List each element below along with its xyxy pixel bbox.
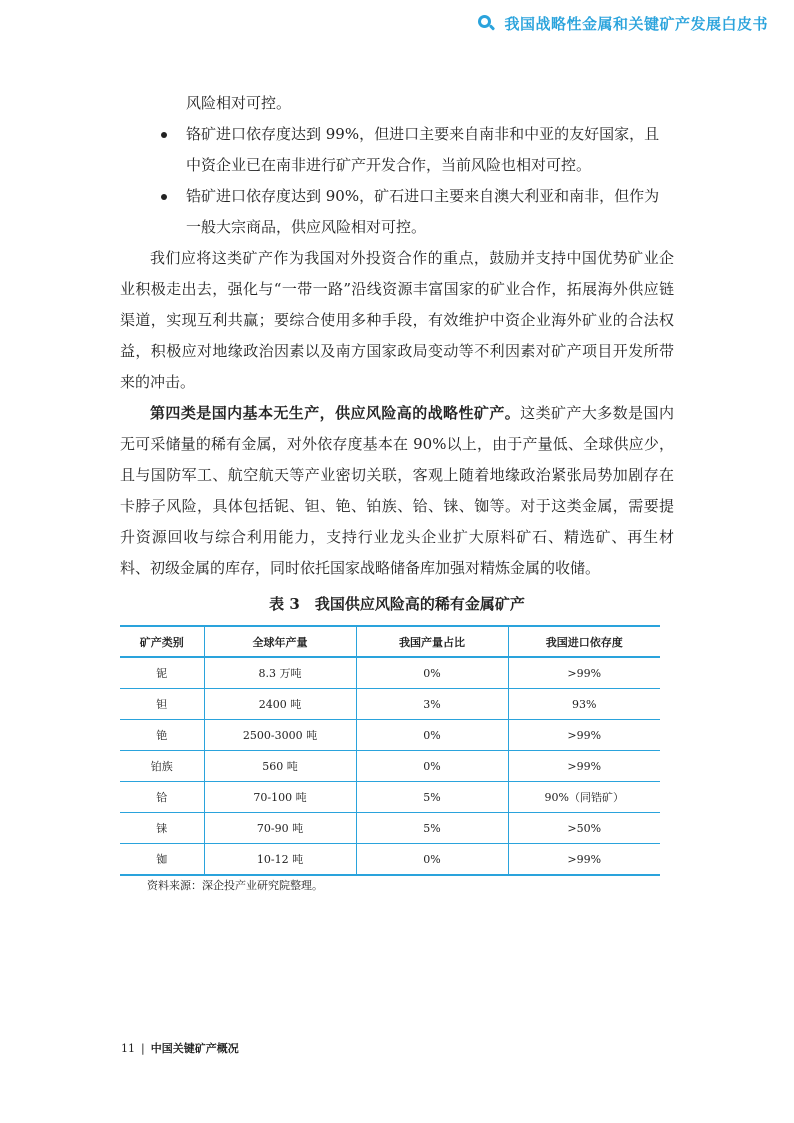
- table-row: [120, 813, 660, 844]
- table-cell: 5%: [356, 813, 508, 844]
- table-cell: >99%: [508, 844, 660, 876]
- table-cell: 铷: [120, 844, 204, 876]
- paragraph-body: 这类矿产大多数是国内无可采储量的稀有金属，对外依存度基本在 90%以上，由于产量低、全球供应少，且与国防军工、航空航天等产业密切关联，客观上随着地缘政治紧张局势加剧存在卡脖子风险，具体包括铌、钽、铯、铂族、铪、铼、铷等。对于这类金属，需要提升资源回收与综合利用能力，支持行业龙头企业扩大原料矿石、精选矿、再生材料、初级金属的库存，同时依托国家战略储备库加强对精炼金属的收储。: [120, 404, 674, 577]
- main-content: [120, 88, 674, 584]
- table-row: [120, 751, 660, 782]
- bullet-icon: [161, 132, 167, 138]
- table-cell: 3%: [356, 689, 508, 720]
- footer-section-title: 中国关键矿产概况: [150, 1042, 239, 1055]
- table-cell: 2400 吨: [204, 689, 356, 720]
- rare-metals-table: [120, 625, 660, 876]
- table-header-row: [120, 626, 660, 657]
- table-cell: 0%: [356, 720, 508, 751]
- bullet-text-line: 一般大宗商品，供应风险相对可控。: [186, 218, 427, 236]
- table-cell: >99%: [508, 720, 660, 751]
- table-cell: 铌: [120, 657, 204, 689]
- column-header: 我国产量占比: [356, 626, 508, 657]
- paragraph-category-four: [120, 398, 674, 584]
- table-cell: 0%: [356, 751, 508, 782]
- paragraph-lead: 第四类是国内基本无生产，供应风险高的战略性矿产。: [150, 404, 521, 422]
- table-cell: 铂族: [120, 751, 204, 782]
- page-header: [476, 10, 768, 36]
- header-title: 我国战略性金属和关键矿产发展白皮书: [504, 14, 768, 33]
- table-cell: 8.3 万吨: [204, 657, 356, 689]
- column-header: 我国进口依存度: [508, 626, 660, 657]
- bullet-item-chromium: [120, 119, 674, 181]
- table-cell: 铪: [120, 782, 204, 813]
- search-icon: [476, 13, 496, 33]
- table-source-note: 资料来源：深企投产业研究院整理。: [147, 879, 323, 892]
- table-cell: 560 吨: [204, 751, 356, 782]
- table-cell: >99%: [508, 751, 660, 782]
- column-header: 矿产类别: [120, 626, 204, 657]
- table-cell: 钽: [120, 689, 204, 720]
- table-cell: 90%（同锆矿）: [508, 782, 660, 813]
- table-cell: 93%: [508, 689, 660, 720]
- paragraph-strategy: 我们应将这类矿产作为我国对外投资合作的重点，鼓励并支持中国优势矿业企业积极走出去，强化与“一带一路”沿线资源丰富国家的矿业合作，拓展海外供应链渠道，实现互利共赢；要综合使用多种手段，有效维护中资企业海外矿业的合法权益，积极应对地缘政治因素以及南方国家政局变动等不利因素对矿产项目开发所带来的冲击。: [120, 249, 674, 391]
- table-cell: 铯: [120, 720, 204, 751]
- bullet-icon: [161, 194, 167, 200]
- table-row: [120, 844, 660, 876]
- continued-line: 风险相对可控。: [186, 94, 292, 112]
- bullet-text-line: 铬矿进口依存度达到 99%，但进口主要来自南非和中亚的友好国家，且: [186, 125, 660, 143]
- table-row: [120, 782, 660, 813]
- table-caption: 表 3 我国供应风险高的稀有金属矿产: [269, 595, 525, 613]
- bullet-item-zirconium: [120, 181, 674, 243]
- table-cell: >50%: [508, 813, 660, 844]
- table-cell: >99%: [508, 657, 660, 689]
- table-cell: 70-90 吨: [204, 813, 356, 844]
- table-row: [120, 657, 660, 689]
- table-row: [120, 689, 660, 720]
- table-row: [120, 720, 660, 751]
- page-number: 11: [121, 1041, 135, 1055]
- table-cell: 5%: [356, 782, 508, 813]
- table-cell: 0%: [356, 844, 508, 876]
- bullet-text-line: 中资企业已在南非进行矿产开发合作，当前风险也相对可控。: [186, 156, 592, 174]
- table-cell: 0%: [356, 657, 508, 689]
- column-header: 全球年产量: [204, 626, 356, 657]
- page-footer: [121, 1040, 239, 1056]
- bullet-text-line: 锆矿进口依存度达到 90%，矿石进口主要来自澳大利亚和南非，但作为: [186, 187, 660, 205]
- footer-separator: |: [141, 1041, 145, 1055]
- table-cell: 70-100 吨: [204, 782, 356, 813]
- table-cell: 铼: [120, 813, 204, 844]
- table-cell: 2500-3000 吨: [204, 720, 356, 751]
- table-cell: 10-12 吨: [204, 844, 356, 876]
